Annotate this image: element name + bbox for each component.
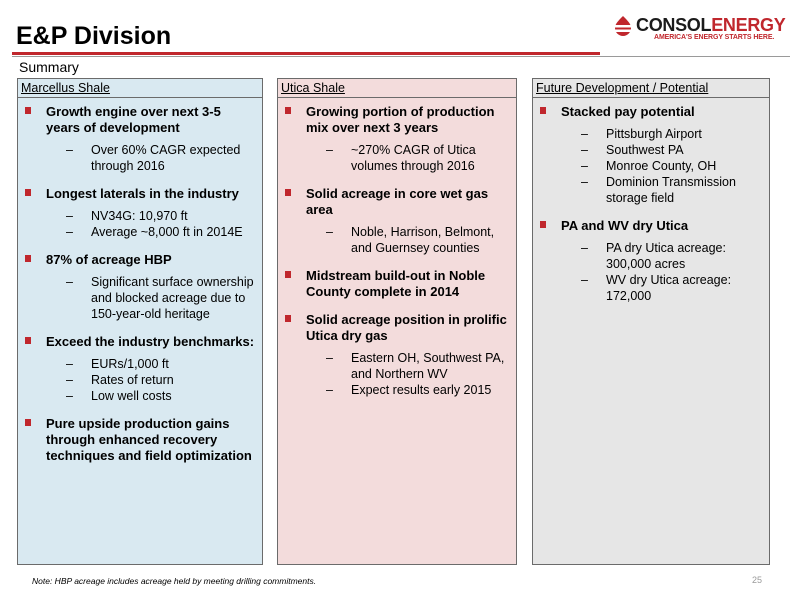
bullet-text: Pure upside production gains through enhanced recovery techniques and field optimization — [46, 416, 252, 463]
dash-bullet-icon: – — [326, 383, 333, 397]
red-square-bullet-icon — [285, 315, 291, 322]
red-square-bullet-icon — [25, 107, 31, 114]
bullet-text: Solid acreage in core wet gas area — [306, 186, 489, 217]
red-square-bullet-icon — [285, 107, 291, 114]
bullet — [18, 252, 256, 268]
dash-bullet-icon: – — [66, 143, 73, 157]
sub-bullet — [278, 350, 510, 382]
sub-bullet-list — [278, 224, 510, 256]
slide-subtitle: Summary — [19, 59, 79, 75]
dash-bullet-icon: – — [581, 175, 588, 189]
bullet-text: Exceed the industry benchmarks: — [46, 334, 255, 349]
dash-bullet-icon: – — [326, 225, 333, 239]
sub-bullet-text: NV34G: 10,970 ft — [91, 209, 188, 223]
sub-bullet-text: Pittsburgh Airport — [606, 127, 702, 141]
red-square-bullet-icon — [540, 221, 546, 228]
sub-bullet-list — [18, 142, 256, 174]
sub-bullet — [533, 142, 763, 158]
sub-bullet-list — [18, 356, 256, 404]
sub-bullet-text: Monroe County, OH — [606, 159, 717, 173]
sub-bullet-list — [18, 274, 256, 322]
bullet-text: Solid acreage position in prolific Utica dry gas — [306, 312, 507, 343]
bullet-text: 87% of acreage HBP — [46, 252, 172, 267]
bullet — [18, 334, 256, 350]
bullet — [278, 268, 510, 300]
dash-bullet-icon: – — [66, 225, 73, 239]
sub-bullet-text: Significant surface ownership and blocked acreage due to 150-year-old heritage — [91, 275, 254, 321]
title-underline-gray — [12, 56, 790, 57]
bullet-text: Growth engine over next 3-5 years of development — [46, 104, 221, 135]
bullet — [533, 218, 763, 234]
sub-bullet-text: WV dry Utica acreage: 172,000 — [606, 273, 732, 303]
dash-bullet-icon: – — [581, 273, 588, 287]
bullet-text: Longest laterals in the industry — [46, 186, 239, 201]
red-square-bullet-icon — [285, 189, 291, 196]
sub-bullet — [533, 272, 763, 304]
sub-bullet — [533, 174, 763, 206]
panel-future-development — [532, 78, 770, 565]
sub-bullet-text: Noble, Harrison, Belmont, and Guernsey counties — [351, 225, 495, 255]
panel-header-label: Future Development / Potential — [536, 81, 709, 95]
sub-bullet-list — [278, 350, 510, 398]
red-square-bullet-icon — [25, 189, 31, 196]
bullet — [18, 186, 256, 202]
sub-bullet-text: ~270% CAGR of Utica volumes through 2016 — [351, 143, 476, 173]
panel-marcellus-shale — [17, 78, 263, 565]
sub-bullet-text: PA dry Utica acreage: 300,000 acres — [606, 241, 726, 271]
bullet — [278, 186, 510, 218]
panel-header-label: Utica Shale — [281, 81, 345, 95]
dash-bullet-icon: – — [66, 275, 73, 289]
consol-flame-icon — [612, 15, 634, 37]
sub-bullet-text: Rates of return — [91, 373, 174, 387]
sub-bullet — [278, 224, 510, 256]
panel-header — [18, 79, 262, 98]
footnote: Note: HBP acreage includes acreage held by meeting drilling commitments. — [32, 576, 317, 586]
sub-bullet-text: Low well costs — [91, 389, 172, 403]
sub-bullet-list — [18, 208, 256, 240]
panel-header — [278, 79, 516, 98]
sub-bullet-text: Eastern OH, Southwest PA, and Northern WV — [351, 351, 505, 381]
sub-bullet — [533, 240, 763, 272]
bullet-text: Stacked pay potential — [561, 104, 695, 119]
bullet — [18, 416, 256, 464]
consol-energy-logo — [612, 14, 790, 44]
sub-bullet-text: Over 60% CAGR expected through 2016 — [91, 143, 241, 173]
bullet — [18, 104, 256, 136]
sub-bullet-list — [533, 240, 763, 304]
bullet — [533, 104, 763, 120]
red-square-bullet-icon — [25, 337, 31, 344]
dash-bullet-icon: – — [326, 351, 333, 365]
sub-bullet-text: Dominion Transmission storage field — [606, 175, 736, 205]
logo-word-energy: ENERGY — [711, 15, 786, 35]
panel-utica-shale — [277, 78, 517, 565]
sub-bullet — [278, 382, 510, 398]
sub-bullet — [18, 208, 256, 224]
sub-bullet — [18, 372, 256, 388]
sub-bullet — [18, 142, 256, 174]
panel-header-label: Marcellus Shale — [21, 81, 110, 95]
red-square-bullet-icon — [540, 107, 546, 114]
page-number: 25 — [752, 575, 763, 585]
dash-bullet-icon: – — [581, 143, 588, 157]
sub-bullet-list — [278, 142, 510, 174]
sub-bullet-text: EURs/1,000 ft — [91, 357, 169, 371]
red-square-bullet-icon — [25, 255, 31, 262]
sub-bullet-text: Southwest PA — [606, 143, 684, 157]
dash-bullet-icon: – — [66, 357, 73, 371]
bullet — [278, 312, 510, 344]
sub-bullet — [278, 142, 510, 174]
red-square-bullet-icon — [285, 271, 291, 278]
panel-header — [533, 79, 769, 98]
title-underline-red — [12, 52, 600, 55]
dash-bullet-icon: – — [326, 143, 333, 157]
bullet-text: PA and WV dry Utica — [561, 218, 689, 233]
bullet-text: Midstream build-out in Noble County complete in 2014 — [306, 268, 486, 299]
dash-bullet-icon: – — [581, 127, 588, 141]
bullet — [278, 104, 510, 136]
sub-bullet-list — [533, 126, 763, 206]
dash-bullet-icon: – — [66, 389, 73, 403]
dash-bullet-icon: – — [581, 241, 588, 255]
dash-bullet-icon: – — [66, 209, 73, 223]
slide-title: E&P Division — [16, 22, 172, 50]
sub-bullet — [18, 388, 256, 404]
logo-wordmark — [636, 15, 785, 36]
sub-bullet — [533, 158, 763, 174]
sub-bullet — [18, 274, 256, 322]
sub-bullet-text: Average ~8,000 ft in 2014E — [91, 225, 243, 239]
sub-bullet — [533, 126, 763, 142]
red-square-bullet-icon — [25, 419, 31, 426]
logo-word-consol: CONSOL — [636, 15, 712, 35]
sub-bullet — [18, 356, 256, 372]
bullet-text: Growing portion of production mix over next 3 years — [306, 104, 495, 135]
sub-bullet-text: Expect results early 2015 — [351, 383, 492, 397]
sub-bullet — [18, 224, 256, 240]
dash-bullet-icon: – — [66, 373, 73, 387]
dash-bullet-icon: – — [581, 159, 588, 173]
logo-tagline: AMERICA'S ENERGY STARTS HERE. — [654, 34, 775, 41]
